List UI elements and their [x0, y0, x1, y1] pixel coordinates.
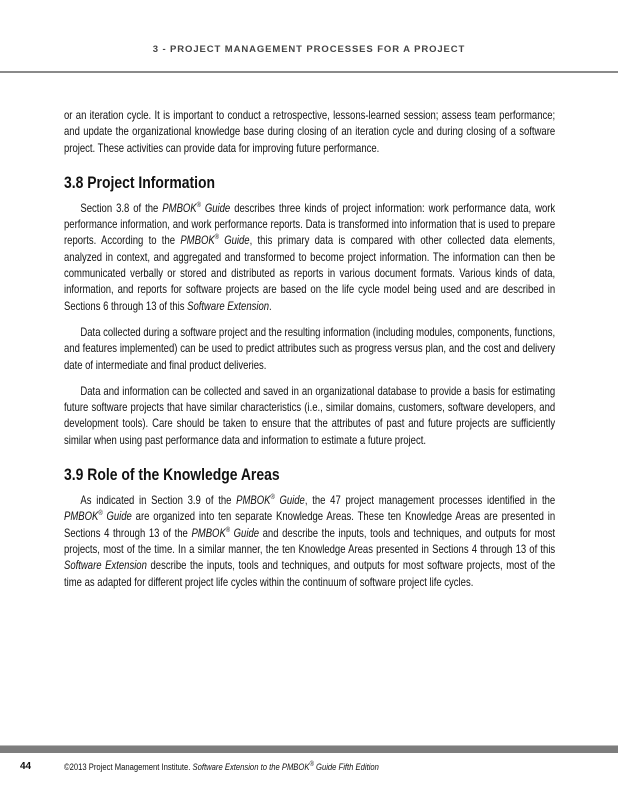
header-divider: [0, 71, 618, 73]
section-heading-3-9: 3.9 Role of the Knowledge Areas: [64, 465, 280, 485]
running-header: 3 - PROJECT MANAGEMENT PROCESSES FOR A PROJECT: [152, 44, 466, 55]
paragraph-3-8-3: Data and information can be collected and saved in an organizational database to provide a basis for estimating future software projects that have similar characteristics (i.e., similar domains, customers, software developers, and development tools). Care should be taken to ensure that the attributes of past and future projects are sufficiently similar when using past performance data and information to estimate a future project.: [64, 384, 556, 447]
paragraph-3-8-2: Data collected during a software project and the resulting information (including modules, components, functions, and features implemented) can be used to predict attributes such as progress versus plan, and the cost and delivery date of intermediate and final product deliveries.: [64, 325, 556, 372]
footer-bar: [0, 745, 618, 753]
footer-copyright: ©2013 Project Management Institute. Software Extension to the PMBOK® Guide Fifth Edition: [64, 761, 379, 772]
intro-paragraph: or an iteration cycle. It is important to conduct a retrospective, lessons-learned session; assess team performance; and update the organizational knowledge base during closing of an iteration cycle and during closing of a software project. These activities can provide data for improving future performance.: [64, 109, 556, 155]
section-heading-3-8: 3.8 Project Information: [64, 172, 216, 192]
paragraph-3-9-1: As indicated in Section 3.9 of the PMBOK® Guide, the 47 project management processes identified in the PMBOK® Guide are organized into ten separate Knowledge Areas. These ten Knowledge Areas are presented in Sections 4 through 13 of the PMBOK® Guide and describe the inputs, tools and techniques, and outputs for most projects, most of the time. In a similar manner, the ten Knowledge Areas presented in Sections 4 through 13 of this Software Extension describe the inputs, tools and techniques, and outputs for most software projects, most of the time as adapted for different project life cycles within the continuum of software project life cycles.: [64, 494, 556, 589]
page-body: [64, 108, 555, 601]
page-number: 44: [20, 761, 32, 772]
paragraph-3-8-1: Section 3.8 of the PMBOK® Guide describes three kinds of project information: work performance data, work performance information, and work performance reports. Data is transformed into information that is used to prepare reports. According to the PMBOK® Guide, this primary data is compared with other collected data elements, analyzed in context, and aggregated and transformed to become project information. The information can then be communicated verbally or stored and distributed as reports in various document formats. Various kinds of data, information, and reports for software projects are based on the life cycle model being used and are described in Sections 6 through 13 of this Software Extension.: [64, 201, 556, 313]
